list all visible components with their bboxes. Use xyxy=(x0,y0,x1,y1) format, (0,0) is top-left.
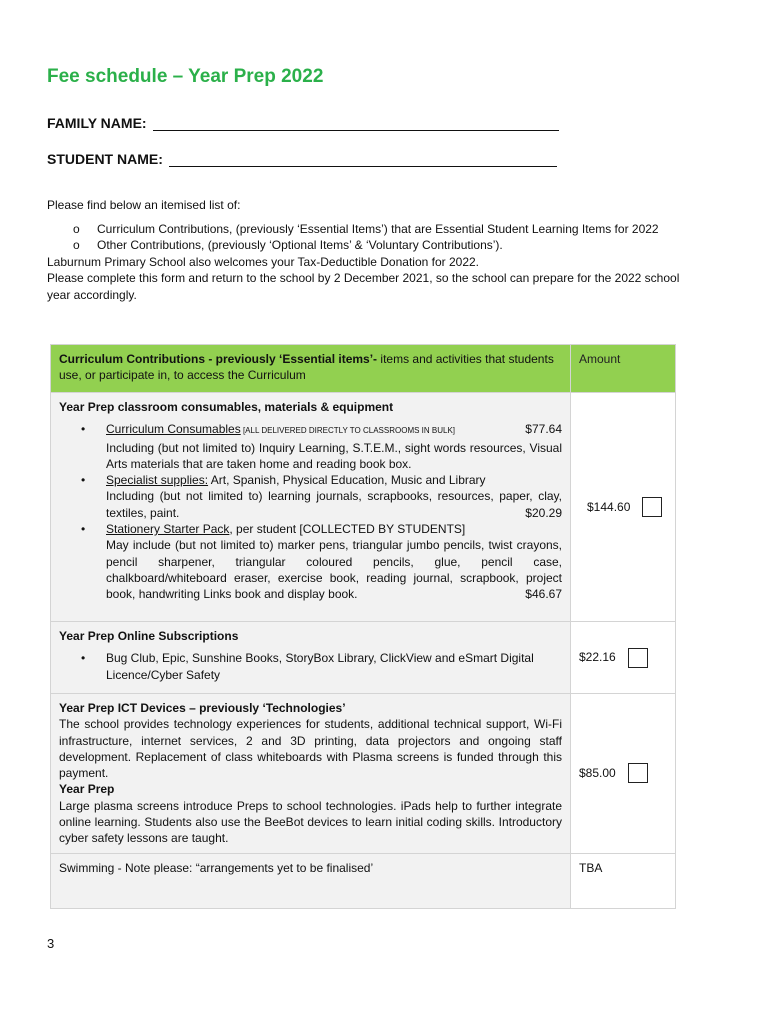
intro-lead: Please find below an itemised list of: xyxy=(47,198,241,212)
header-bold: Curriculum Contributions - previously ‘Essential items’- xyxy=(59,352,378,366)
amount-value: $22.16 xyxy=(579,650,616,665)
list-item xyxy=(59,472,562,521)
intro-line: Please complete this form and return to the school by 2 December 2021, so the school can prepare for the 2022 school year accordingly. xyxy=(47,271,680,302)
item-name: Stationery Starter Pack xyxy=(106,522,230,537)
online-list xyxy=(59,650,562,683)
ict-text: The school provides technology experiences for students, additional technical support, Wi-Fi infrastructure, internet services, 2 and 3D printing, data projectors and ongoing staff development. Replacement of class whiteboards with Plasma screens is funded through this payment. xyxy=(59,717,562,781)
item-price: $77.64 xyxy=(525,422,562,437)
item-description: Including (but not limited to) learning journals, scrapbooks, resources, paper, clay, textiles, paint. $20.29 xyxy=(106,489,562,520)
page-title: Fee schedule – Year Prep 2022 xyxy=(47,66,324,87)
item-text: Art, Spanish, Physical Education, Music and Library xyxy=(208,473,486,488)
consumables-checkbox[interactable] xyxy=(642,497,662,517)
student-name-row xyxy=(47,151,557,167)
online-cell xyxy=(51,622,571,694)
item-text: , per student [COLLECTED BY STUDENTS] xyxy=(229,522,466,537)
table-row xyxy=(51,694,676,854)
intro-bullet-text: Curriculum Contributions, (previously ‘Essential Items’) that are Essential Student Learning Items for 2022 xyxy=(97,221,659,236)
item-note: [ALL DELIVERED DIRECTLY TO CLASSROOMS IN BULK] xyxy=(240,426,456,436)
family-name-row xyxy=(47,115,559,131)
list-item xyxy=(59,421,562,472)
amount-cell xyxy=(571,393,676,622)
section-title: Year Prep ICT Devices – previously ‘Technologies’ xyxy=(59,701,346,715)
item-price: $20.29 xyxy=(525,505,562,520)
item-name: Specialist supplies: xyxy=(106,473,209,488)
fee-table xyxy=(50,344,676,909)
intro-bullet xyxy=(73,221,687,238)
page-number: 3 xyxy=(47,936,55,951)
item-name: Curriculum Consumables xyxy=(106,422,241,437)
item-price: $46.67 xyxy=(525,587,562,602)
intro-bullet-text: Other Contributions, (previously ‘Optional Items’ & ‘Voluntary Contributions’). xyxy=(97,238,503,252)
list-item xyxy=(59,521,562,602)
header-amount: Amount xyxy=(571,345,676,393)
amount-cell xyxy=(571,622,676,694)
ict-text: Large plasma screens introduce Preps to school technologies. iPads help to further integrate online learning. Students also use the BeeBot devices to learn initial coding skills. Introductory cyber safety lessons are taught. xyxy=(59,798,562,846)
family-name-label: FAMILY NAME: xyxy=(47,115,147,131)
intro-text xyxy=(47,197,687,303)
consumables-cell xyxy=(51,393,571,622)
table-row xyxy=(51,853,676,908)
family-name-field[interactable] xyxy=(153,116,559,131)
item-description: Including (but not limited to) Inquiry Learning, S.T.E.M., sight words resources, Visual Arts materials that are taken home and reading book box. xyxy=(106,440,562,471)
list-item: • Bug Club, Epic, Sunshine Books, StoryBox Library, ClickView and eSmart Digital Licence/Cyber Safety xyxy=(59,650,562,683)
ict-subtitle: Year Prep xyxy=(59,782,115,797)
section-title: Year Prep classroom consumables, materials & equipment xyxy=(59,400,394,414)
table-header-row xyxy=(51,345,676,393)
student-name-label: STUDENT NAME: xyxy=(47,151,163,167)
intro-line: Laburnum Primary School also welcomes your Tax-Deductible Donation for 2022. xyxy=(47,254,479,269)
header-rest: items and activities that students use, or participate in, to access the Curriculum xyxy=(59,352,554,383)
header-description xyxy=(51,345,571,393)
online-checkbox[interactable] xyxy=(628,648,648,668)
intro-bullet xyxy=(73,237,687,254)
ict-cell xyxy=(51,694,571,854)
item-description: May include (but not limited to) marker pens, triangular jumbo pencils, twist crayons, pencil sharpener, triangular coloured pencils, glue, pencil case, chalkboard/whiteboard eraser, exercise book, reading journal, scrapbook, project book, handwriting Links book and display book. $46.67 xyxy=(106,538,562,602)
table-row xyxy=(51,622,676,694)
amount-value: TBA xyxy=(571,853,676,908)
student-name-field[interactable] xyxy=(169,152,557,167)
consumables-list xyxy=(59,421,562,602)
table-row xyxy=(51,393,676,622)
amount-value: $85.00 xyxy=(579,766,616,781)
amount-cell xyxy=(571,694,676,854)
bullet-marker: o xyxy=(73,221,80,236)
amount-value: $144.60 xyxy=(587,499,631,514)
bullet-marker: o xyxy=(73,238,80,252)
ict-checkbox[interactable] xyxy=(628,763,648,783)
swimming-cell: Swimming - Note please: “arrangements yet to be finalised’ xyxy=(51,853,571,908)
section-title: Year Prep Online Subscriptions xyxy=(59,629,239,643)
